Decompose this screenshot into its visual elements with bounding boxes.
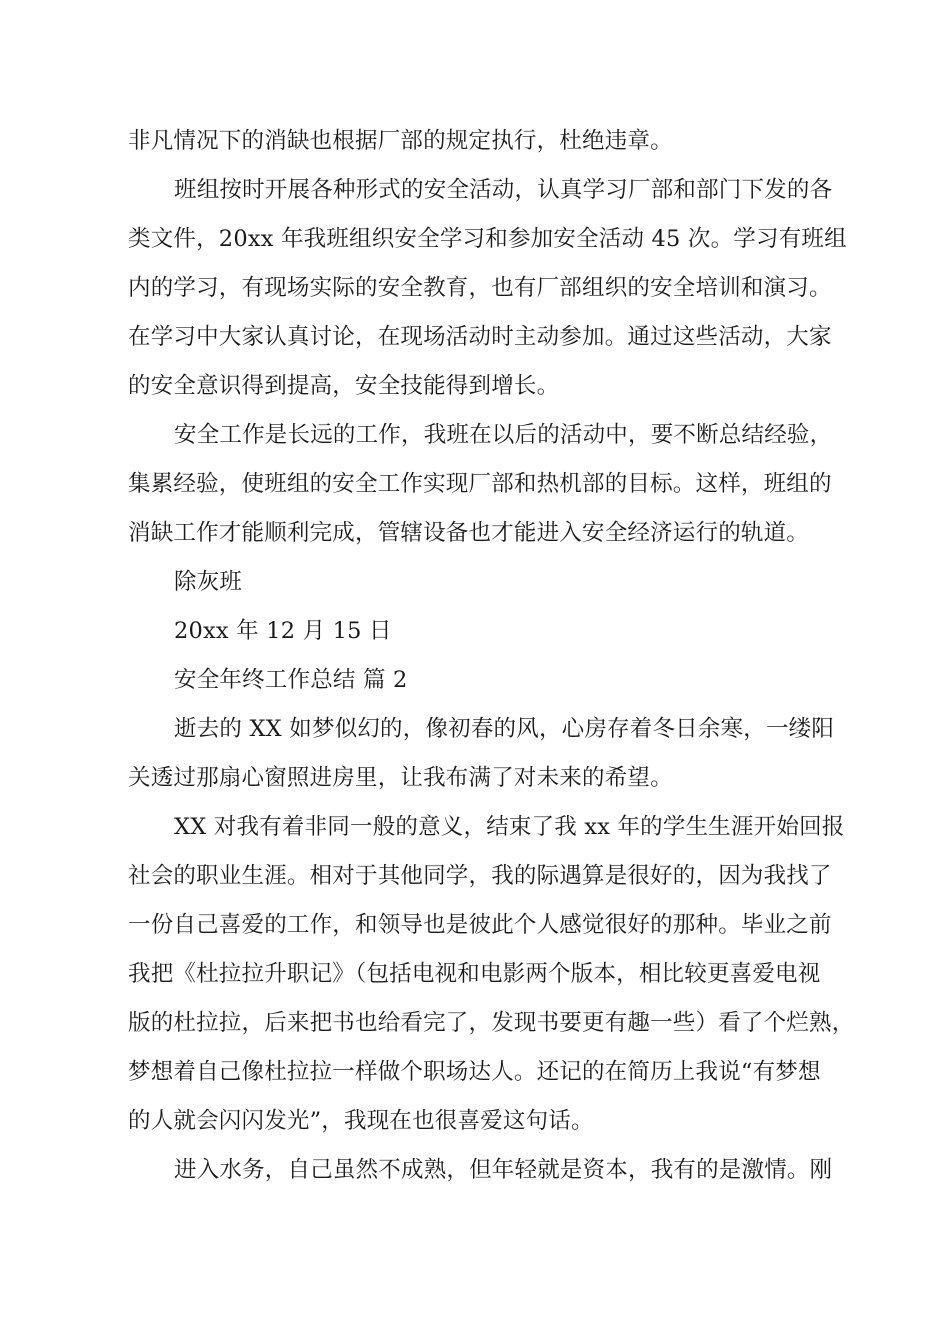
section-title: 安全年终工作总结 篇 2 [174,667,408,693]
text-line: 进入水务，自己虽然不成熟，但年轻就是资本，我有的是激情。刚 [174,1157,833,1183]
text-line: 社会的职业生涯。相对于其他同学，我的际遇算是很好的，因为我找了 [128,863,832,889]
text-line: 逝去的 XX 如梦似幻的，像初春的风，心房存着冬日余寒，一缕阳 [174,716,835,742]
text-line: 安全工作是长远的工作，我班在以后的活动中，要不断总结经验， [174,422,833,448]
text-line: 的人就会闪闪发光”，我现在也很喜爱这句话。 [128,1108,594,1134]
text-line: 版的杜拉拉，后来把书也给看完了，发现书要更有趣一些）看了个烂熟， [128,1010,855,1036]
document-body [128,117,855,1195]
text-line: 班组按时开展各种形式的安全活动，认真学习厂部和部门下发的各 [174,177,833,203]
text-line: 关透过那扇心窗照进房里，让我布满了对未来的希望。 [128,765,673,791]
text-line: 一份自己喜爱的工作，和领导也是彼此个人感觉很好的那种。毕业之前 [128,912,832,938]
signature-date: 20xx 年 12 月 15 日 [174,618,392,644]
text-line: 内的学习，有现场实际的安全教育，也有厂部组织的安全培训和演习。 [128,275,832,301]
text-line: XX 对我有着非同一般的意义，结束了我 xx 年的学生生涯开始回报 [174,814,845,840]
text-line: 类文件，20xx 年我班组织安全学习和参加安全活动 45 次。学习有班组 [128,226,847,252]
text-line: 的安全意识得到提高，安全技能得到增长。 [128,373,560,399]
text-line: 非凡情况下的消缺也根据厂部的规定执行，杜绝违章。 [128,128,673,154]
text-line: 梦想着自己像杜拉拉一样做个职场达人。还记的在简历上我说“有梦想 [128,1059,821,1085]
text-line: 集累经验，使班组的安全工作实现厂部和热机部的目标。这样，班组的 [128,471,832,497]
text-line: 我把《杜拉拉升职记》（包括电视和电影两个版本，相比较更喜爱电视 [128,961,821,987]
signature-team: 除灰班 [174,569,243,595]
text-line: 在学习中大家认真讨论，在现场活动时主动参加。通过这些活动，大家 [128,324,832,350]
text-line: 消缺工作才能顺利完成，管辖设备也才能进入安全经济运行的轨道。 [128,520,810,546]
